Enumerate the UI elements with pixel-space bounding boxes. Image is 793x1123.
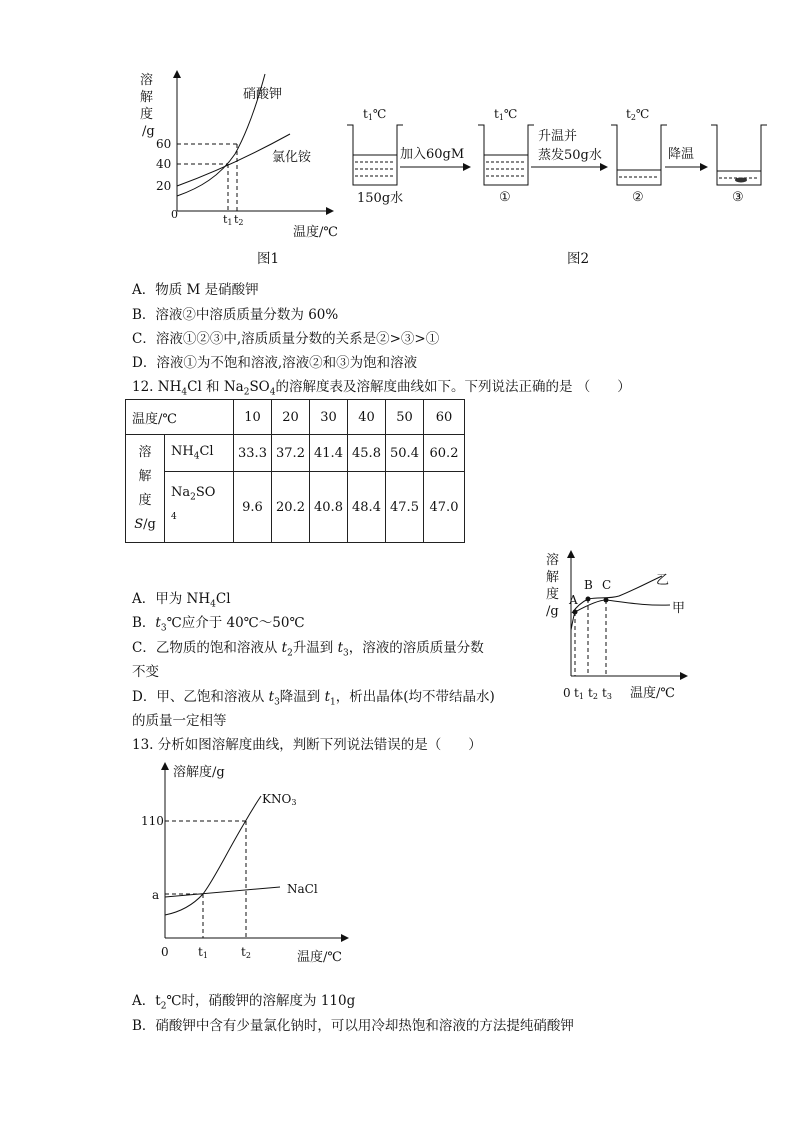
temp-50: 50: [386, 400, 424, 435]
tick-a: a: [152, 888, 160, 902]
kno3-curve: [165, 796, 261, 915]
point-c-label: C: [602, 578, 612, 592]
q11-option-c: C．溶液①②③中,溶质质量分数的关系是②>③>①: [132, 331, 440, 347]
q11-option-b: B．溶液②中溶质质量分数为 60%: [132, 307, 339, 323]
temp-20: 20: [272, 400, 310, 435]
y-label: 溶解度/g: [173, 765, 225, 780]
tick-t2: t2: [234, 213, 244, 227]
na2so4-60: 47.0: [424, 472, 465, 543]
figure-1-caption: 图1: [257, 251, 280, 267]
jia-curve: [571, 600, 670, 630]
tick-40: 40: [156, 157, 172, 171]
temp-30: 30: [310, 400, 348, 435]
tick-t1: t1: [223, 213, 233, 227]
table-header-label: 温度/℃: [126, 400, 234, 435]
row-label-nh4cl: $NH_4Cl$: [165, 435, 234, 472]
step-2-label-a: 升温并: [538, 129, 578, 144]
origin: 0: [563, 686, 571, 700]
y-label-3: 度: [140, 107, 154, 122]
tick-t2: t2: [241, 945, 251, 960]
nh4cl-30: 41.4: [310, 435, 348, 472]
beaker-initial: [347, 125, 403, 185]
q11-option-a: A．物质 M 是硝酸钾: [132, 282, 259, 298]
na2so4-30: 40.8: [310, 472, 348, 543]
x-label: 温度/℃: [630, 686, 675, 701]
row-label-na2so4: $Na_2SO$ $^4$: [165, 472, 234, 543]
tick-t2: t2: [588, 686, 598, 701]
figure-2-process: [345, 100, 775, 210]
temp-label-0: t1℃: [363, 107, 387, 122]
beaker-2-label: ②: [632, 190, 644, 205]
jia-label: 甲: [672, 601, 686, 616]
q13-option-b: B．硝酸钾中含有少量氯化钠时，可以用冷却热饱和溶液的方法提纯硝酸钾: [132, 1018, 574, 1034]
tick-t3: t3: [602, 686, 612, 701]
nh4cl-40: 45.8: [348, 435, 386, 472]
temp-40: 40: [348, 400, 386, 435]
q13-option-a: A．$t_2℃$时，硝酸钾的溶解度为 110g: [132, 993, 356, 1012]
temp-label-1: t1℃: [494, 107, 518, 122]
q12-option-c: C．乙物质的饱和溶液从 $t_2$升温到 $t_3$，溶液的溶质质量分数: [132, 640, 484, 659]
row-label-solubility: 溶 解 度 S/g: [126, 435, 165, 543]
figure-2-caption: 图2: [567, 251, 590, 267]
q12-option-b: B．$t_3℃$应介于 40℃～50℃: [132, 615, 305, 634]
y-label-2: 解: [546, 570, 560, 585]
nh4cl-10: 33.3: [234, 435, 272, 472]
beaker-3: [711, 125, 767, 185]
beaker-1: [478, 125, 534, 185]
point-c: [604, 598, 609, 603]
q12-solubility-graph: [544, 548, 694, 706]
tick-60: 60: [156, 137, 172, 151]
nh4cl-50: 50.4: [386, 435, 424, 472]
q12-option-d: D．甲、乙饱和溶液从 $t_3$降温到 $t_1$，析出晶体(均不带结晶水): [132, 689, 495, 708]
origin: 0: [161, 945, 169, 959]
tick-110: 110: [141, 814, 164, 828]
q12-option-d-line2: 的质量一定相等: [132, 713, 227, 729]
y-unit: /g: [142, 124, 155, 139]
y-label-2: 解: [140, 90, 154, 105]
figure-1-solubility-graph: [140, 66, 340, 241]
point-a-label: A: [569, 593, 578, 607]
na2so4-20: 20.2: [272, 472, 310, 543]
step-2-label-b: 蒸发50g水: [538, 148, 602, 163]
x-label: 温度/℃: [293, 225, 338, 240]
y-unit: /g: [546, 604, 559, 619]
point-a: [573, 610, 578, 615]
step-3-label: 降温: [668, 147, 695, 162]
q13-solubility-graph: [135, 760, 365, 970]
point-b-label: B: [584, 578, 593, 592]
origin: 0: [171, 208, 178, 221]
q12-stem: 12. $NH_4Cl$ 和 $Na_2SO_4$的溶解度表及溶解度曲线如下。下列说法正确的是 （ ）: [132, 379, 631, 398]
nh4cl-label: 氯化铵: [272, 150, 312, 165]
beaker-1-label: ①: [499, 190, 511, 205]
temp-10: 10: [234, 400, 272, 435]
tick-t1: t1: [198, 945, 208, 960]
nh4cl-60: 60.2: [424, 435, 465, 472]
nh4cl-20: 37.2: [272, 435, 310, 472]
q12-option-a: A．甲为 $NH_4Cl$: [132, 591, 231, 610]
temp-label-2: t2℃: [626, 107, 650, 122]
beaker-3-label: ③: [732, 190, 744, 205]
kno3-label: KNO3: [262, 792, 297, 807]
q13-stem: 13. 分析如图溶解度曲线，判断下列说法错误的是（ ）: [132, 737, 482, 753]
na2so4-40: 48.4: [348, 472, 386, 543]
y-label-1: 溶: [546, 553, 560, 568]
na2so4-10: 9.6: [234, 472, 272, 543]
beaker-2: [611, 125, 667, 185]
y-label-3: 度: [546, 587, 560, 602]
y-label-1: 溶: [140, 73, 154, 88]
solubility-table: [125, 399, 465, 543]
q12-option-c-line2: 不变: [132, 664, 159, 680]
q11-option-d: D．溶液①为不饱和溶液,溶液②和③为饱和溶液: [132, 355, 418, 371]
point-b: [586, 597, 591, 602]
tick-t1: t1: [574, 686, 584, 701]
nacl-curve: [165, 887, 280, 897]
yi-label: 乙: [656, 573, 670, 588]
water-label: 150g水: [357, 191, 404, 206]
temp-60: 60: [424, 400, 465, 435]
na2so4-50: 47.5: [386, 472, 424, 543]
step-1-label: 加入60gM: [400, 147, 465, 162]
nacl-label: NaCl: [287, 882, 318, 896]
kno3-label: 硝酸钾: [243, 87, 283, 102]
x-label: 温度/℃: [297, 950, 342, 965]
tick-20: 20: [156, 179, 172, 193]
